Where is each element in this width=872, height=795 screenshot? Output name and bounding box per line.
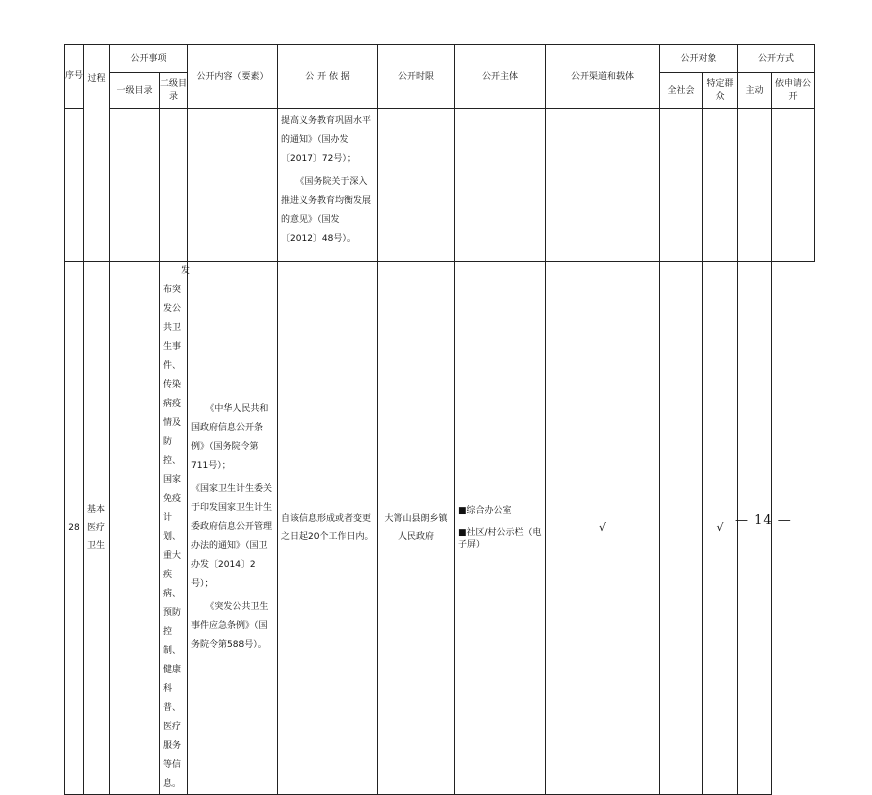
header-channels: 公开渠道和载体: [546, 45, 660, 109]
row-audience-all: [660, 109, 703, 262]
row-seq: [65, 109, 84, 262]
header-method-request: 依申请公开: [772, 73, 815, 109]
basis-line: 《国家卫生计生委关于印发国家卫生计生委政府信息公开管理办法的通知》（国卫办发〔2014〕2号）；: [191, 484, 273, 589]
row-method-active: √: [703, 262, 738, 795]
header-content: 公开内容（要素）: [188, 45, 278, 109]
header-basis: 公 开 依 据: [278, 45, 378, 109]
header-level1: 一级目录: [110, 73, 160, 109]
header-audience-all: 全社会: [660, 73, 703, 109]
header-audience-specific: 特定群众: [703, 73, 738, 109]
row-time-limit: 自该信息形成或者变更之日起20个工作日内。: [278, 262, 378, 795]
basis-line: 《突发公共卫生事件应急条例》（国务院令第588号）。: [191, 602, 269, 650]
row-audience-specific: [660, 262, 703, 795]
row-method-request: [738, 262, 772, 795]
content-text: 发布突发公共卫生事件、传染病疫情及防控、国家免疫计划、重大疾病、预防控制、健康科普、医疗服务等信息。: [163, 266, 191, 789]
row-level1: 基本医疗卫生: [84, 262, 110, 795]
table-row: [65, 262, 815, 795]
header-row-1: [65, 45, 815, 73]
row-level2: [160, 109, 188, 262]
row-audience-all: √: [546, 262, 660, 795]
header-time-limit: 公开时限: [378, 45, 455, 109]
basis-line: 提高义务教育巩固水平的通知》（国办发〔2017〕72号）；: [281, 116, 372, 164]
row-content: [188, 109, 278, 262]
row-basis: [278, 109, 378, 262]
row-audience-specific: [703, 109, 738, 262]
channel-item: ■综合办公室: [458, 506, 512, 516]
row-method-request: [772, 109, 815, 262]
basis-line: 《国务院关于深入推进义务教育均衡发展的意见》（国发〔2012〕48号）。: [281, 177, 372, 244]
header-method: 公开方式: [738, 45, 815, 73]
row-channels: [455, 262, 546, 795]
row-level2: [110, 262, 160, 795]
header-process: 过程: [84, 45, 110, 262]
table-row: [65, 109, 815, 262]
row-subject: 大箐山县朗乡镇人民政府: [378, 262, 455, 795]
page-number: — 14 —: [735, 513, 792, 528]
disclosure-table: [64, 44, 815, 795]
row-basis: [188, 262, 278, 795]
header-subject: 公开主体: [455, 45, 546, 109]
row-seq: 28: [65, 262, 84, 795]
row-time-limit: [378, 109, 455, 262]
row-channels: [546, 109, 660, 262]
row-level1: [110, 109, 160, 262]
header-method-active: 主动: [738, 73, 772, 109]
row-subject: [455, 109, 546, 262]
header-seq: 序号: [65, 45, 84, 109]
row-content: [160, 262, 191, 795]
header-audience: 公开对象: [660, 45, 738, 73]
header-items: 公开事项: [110, 45, 188, 73]
channel-item: ■社区/村公示栏（电子屏）: [458, 528, 542, 550]
row-method-active: [738, 109, 772, 262]
basis-line: 《中华人民共和国政府信息公开条例》（国务院令第711号）；: [191, 404, 269, 471]
header-level2: 二级目录: [160, 73, 188, 109]
